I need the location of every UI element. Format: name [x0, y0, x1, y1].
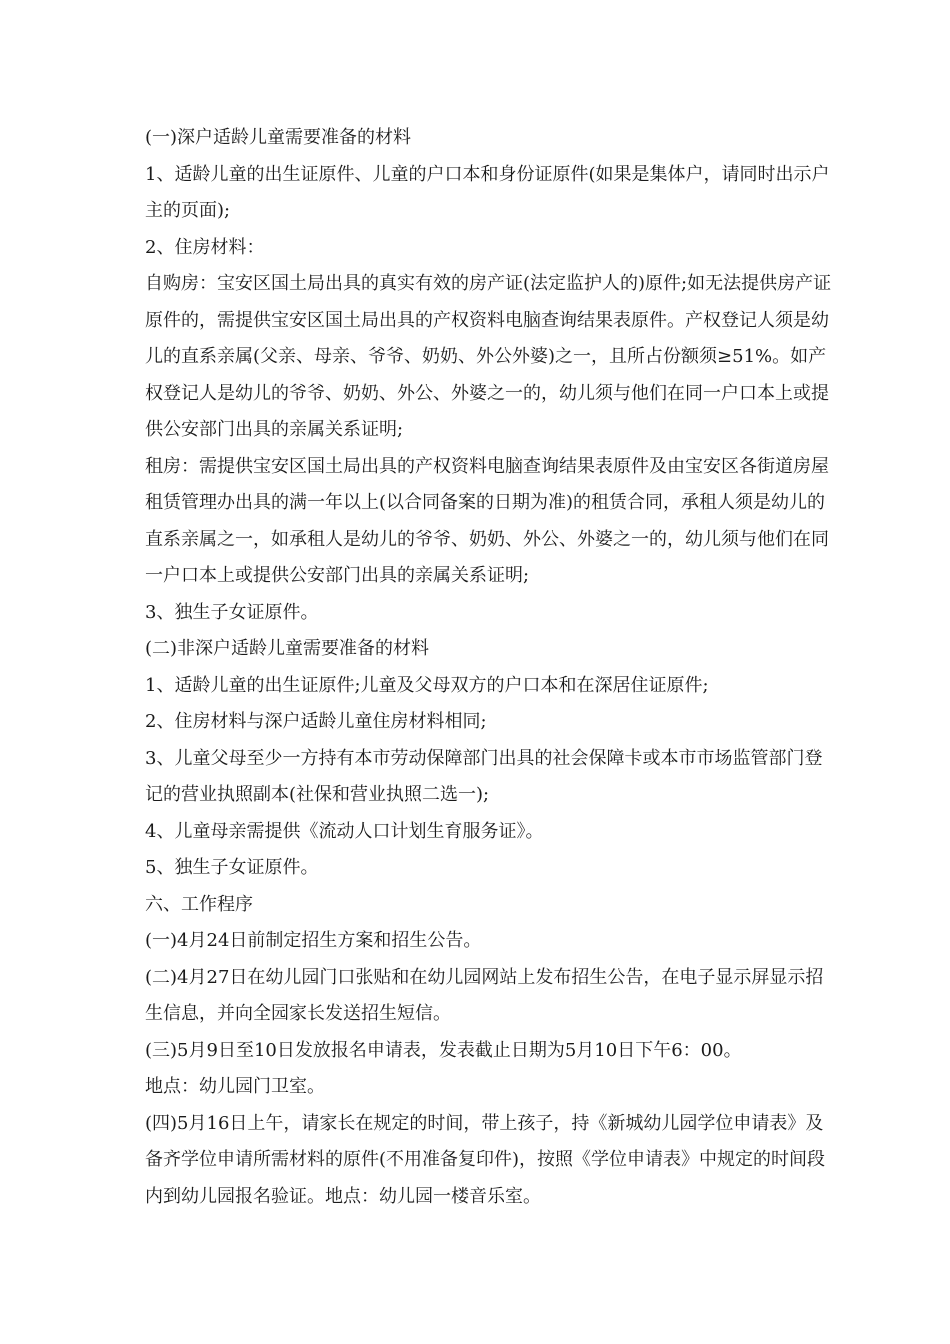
document-body [145, 120, 835, 1215]
paragraph-only-child-certificate: 3、独生子女证原件。 [145, 601, 319, 623]
paragraph-procedure-step-2: (二)4月27日在幼儿园门口张贴和在幼儿园网站上发布招生公告，在电子显示屏显示招生信息，并向全园家长发送招生短信。 [145, 966, 824, 1024]
paragraph-non-shenhu-birth-certificate: 1、适龄儿童的出生证原件;儿童及父母双方的户口本和在深居住证原件; [145, 674, 709, 696]
paragraph-self-owned-housing: 自购房：宝安区国土局出具的真实有效的房产证(法定监护人的)原件;如无法提供房产证原件的，需提供宝安区国土局出具的产权资料电脑查询结果表原件。产权登记人须是幼儿的直系亲属(父亲、母亲、爷爷、奶奶、外公外婆)之一，且所占份额须≥51%。如产权登记人是幼儿的爷爷、奶奶、外公、外婆之一的，幼儿须与他们在同一户口本上或提供公安部门出具的亲属关系证明; [145, 273, 832, 440]
paragraph-birth-certificate: 1、适龄儿童的出生证原件、儿童的户口本和身份证原件(如果是集体户，请同时出示户主的页面); [145, 163, 830, 221]
paragraph-non-shenhu-housing: 2、住房材料与深户适龄儿童住房材料相同; [145, 711, 487, 732]
paragraph-housing-materials: 2、住房材料： [145, 236, 265, 258]
paragraph-procedure-step-1: (一)4月24日前制定招生方案和招生公告。 [145, 930, 482, 951]
paragraph-non-shenhu-only-child: 5、独生子女证原件。 [145, 857, 319, 878]
paragraph-procedure-step-3: (三)5月9日至10日发放报名申请表，发表截止日期为5月10日下午6：00。 [145, 1039, 742, 1061]
paragraph-family-planning-certificate: 4、儿童母亲需提供《流动人口计划生育服务证》。 [145, 820, 544, 842]
heading-shenhu-materials: (一)深户适龄儿童需要准备的材料 [145, 127, 412, 148]
heading-work-procedure: 六、工作程序 [145, 893, 253, 915]
paragraph-procedure-location: 地点：幼儿园门卫室。 [145, 1076, 325, 1097]
heading-non-shenhu-materials: (二)非深户适龄儿童需要准备的材料 [145, 638, 430, 659]
paragraph-rented-housing: 租房：需提供宝安区国土局出具的产权资料电脑查询结果表原件及由宝安区各街道房屋租赁管理办出具的满一年以上(以合同备案的日期为准)的租赁合同，承租人须是幼儿的直系亲属之一，如承租人是幼儿的爷爷、奶奶、外公、外婆之一的，幼儿须与他们在同一户口本上或提供公安部门出具的亲属关系证明; [145, 455, 829, 586]
paragraph-social-security: 3、儿童父母至少一方持有本市劳动保障部门出具的社会保障卡或本市市场监管部门登记的营业执照副本(社保和营业执照二选一); [145, 747, 823, 805]
paragraph-procedure-step-4: (四)5月16日上午，请家长在规定的时间，带上孩子，持《新城幼儿园学位申请表》及备齐学位申请所需材料的原件(不用准备复印件)，按照《学位申请表》中规定的时间段内到幼儿园报名验证。地点：幼儿园一楼音乐室。 [145, 1112, 826, 1207]
